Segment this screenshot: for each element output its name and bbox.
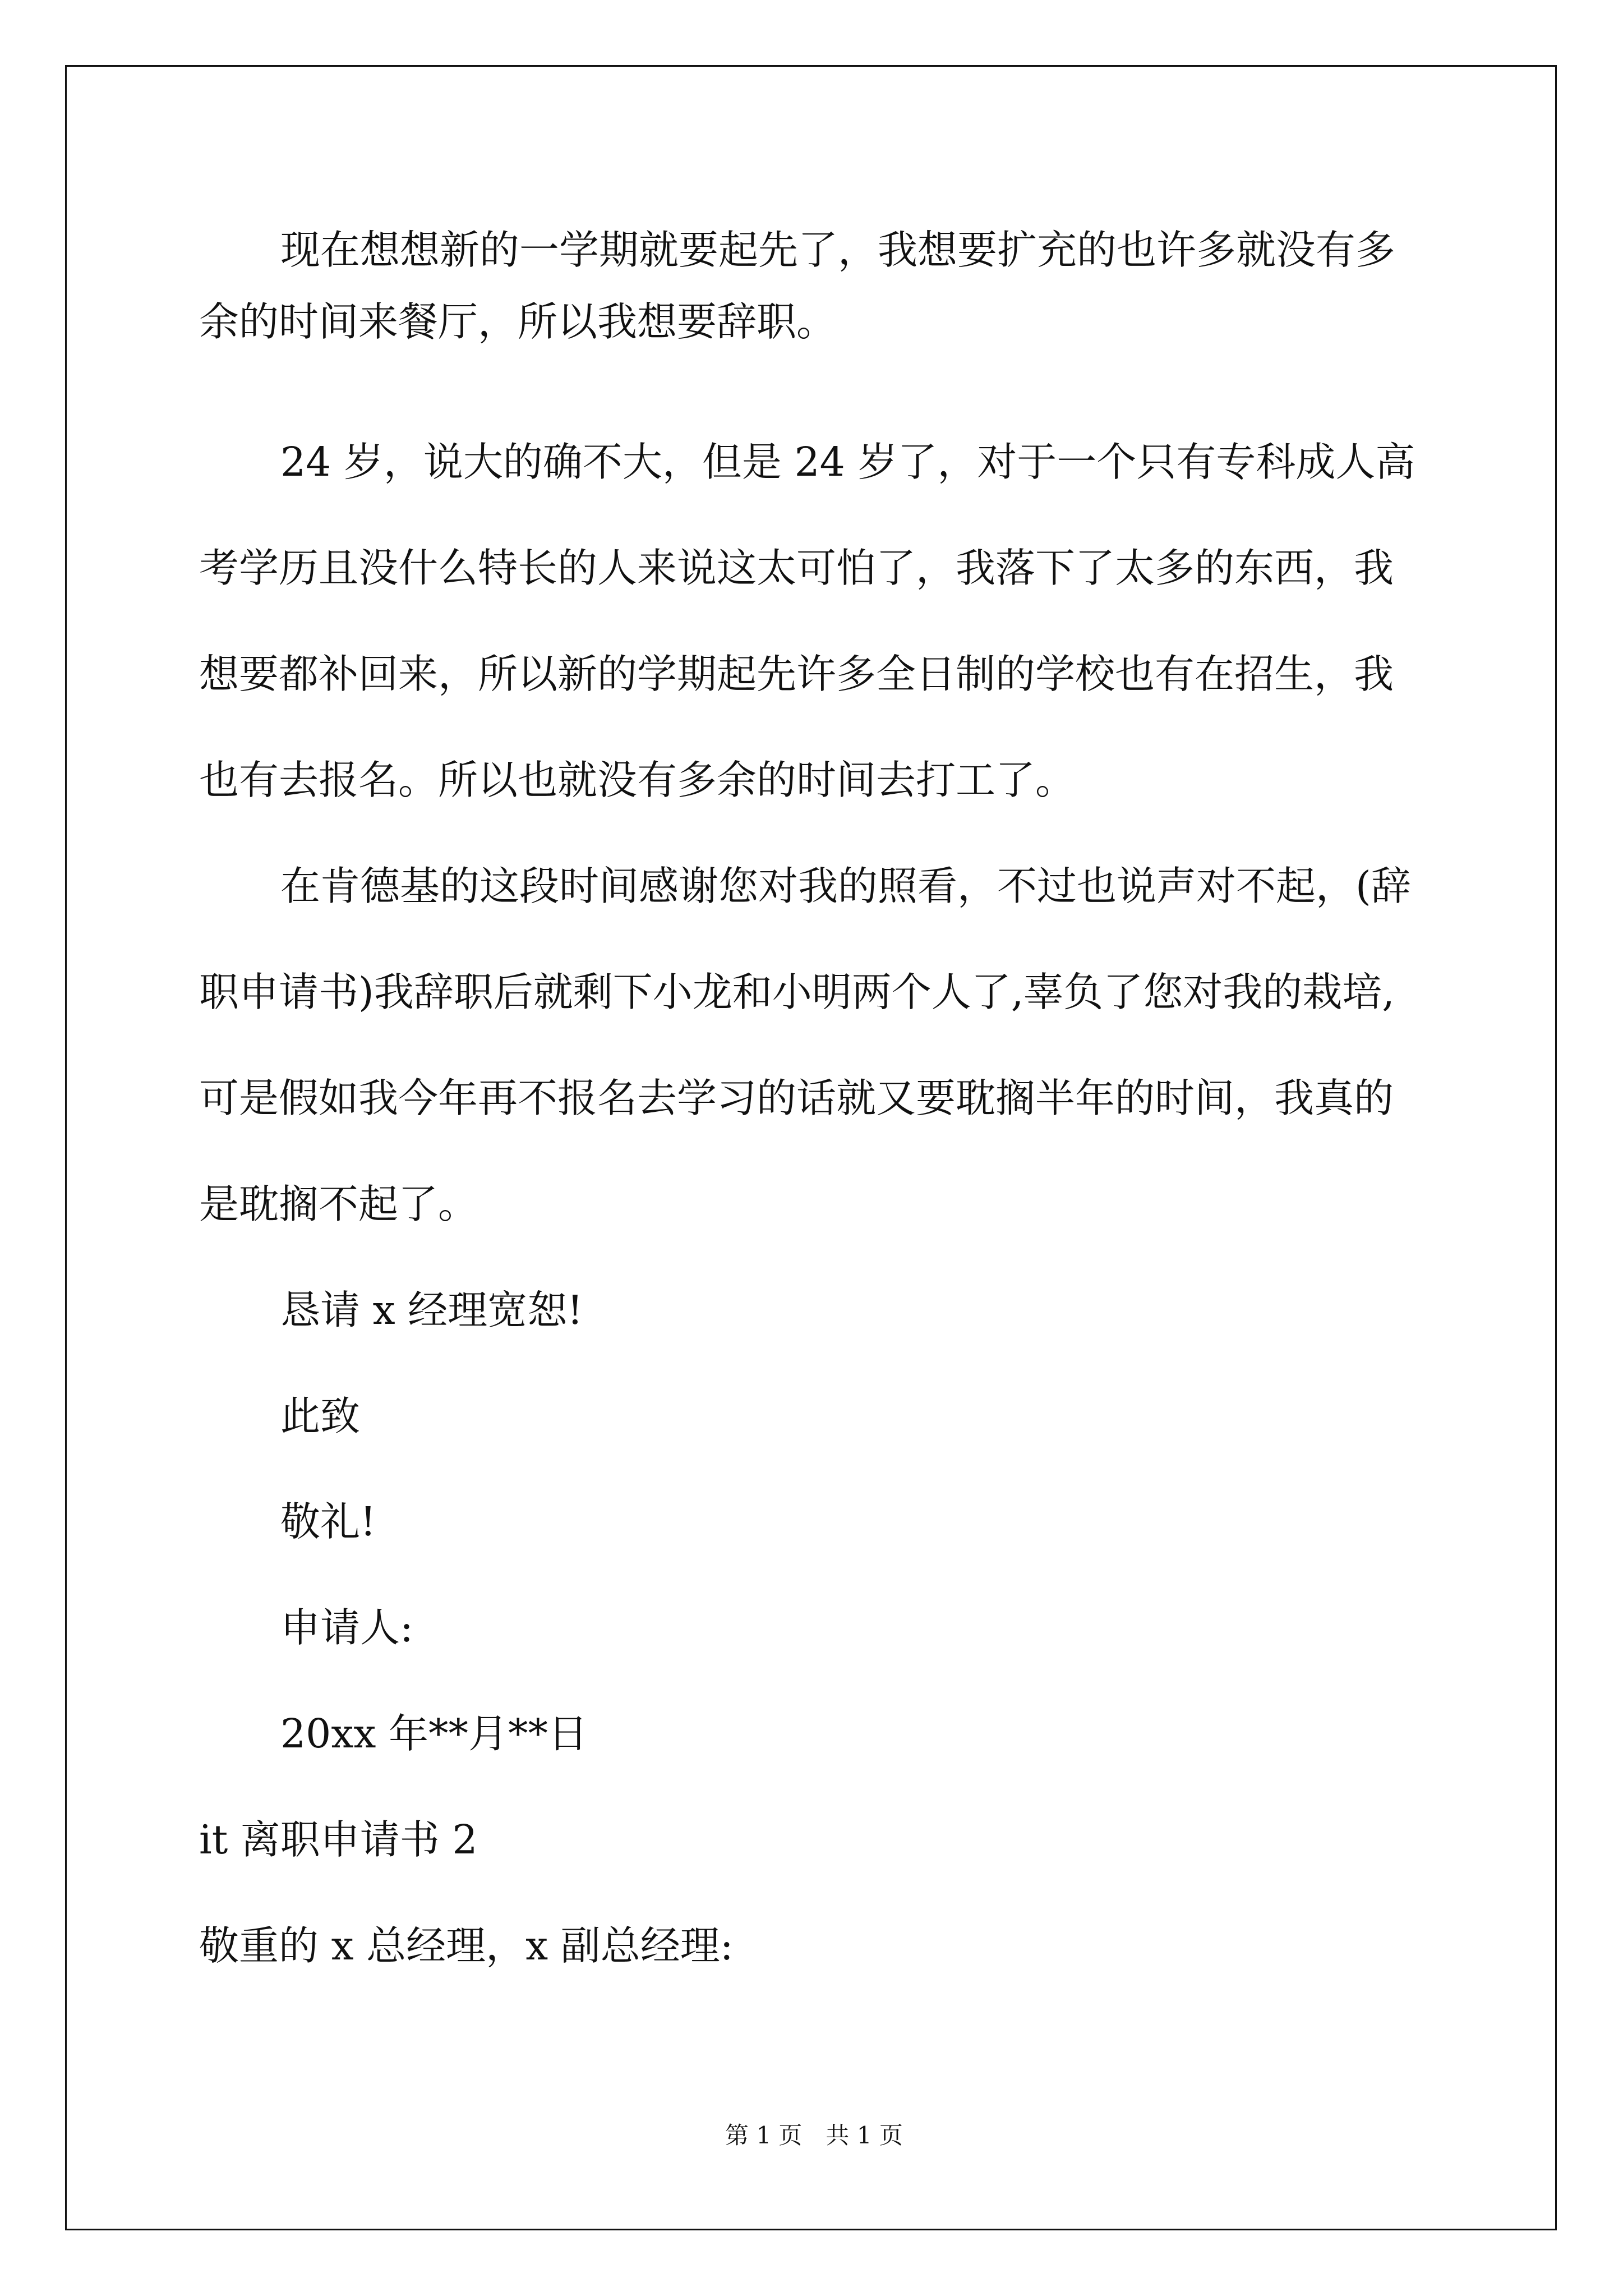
salutation-line: 敬礼! xyxy=(280,1498,376,1545)
paragraph-line: 想要都补回来，所以新的学期起先许多全日制的学校也有在招生，我 xyxy=(199,651,1394,697)
section-heading: it 离职申请书 2 xyxy=(199,1816,478,1863)
paragraph-line: 在肯德基的这段时间感谢您对我的照看，不过也说声对不起，(辞 xyxy=(280,863,1411,909)
salutation-line: 此致 xyxy=(280,1393,361,1439)
applicant-label: 申请人: xyxy=(280,1604,413,1651)
paragraph-line: 现在想想新的一学期就要起先了，我想要扩充的也许多就没有多 xyxy=(280,227,1396,273)
paragraph-line: 24 岁，说大的确不大，但是 24 岁了，对于一个只有专科成人高 xyxy=(280,439,1415,485)
paragraph-line: 可是假如我今年再不报名去学习的话就又要耽搁半年的时间，我真的 xyxy=(199,1075,1394,1121)
paragraph-line: 也有去报名。所以也就没有多余的时间去打工了。 xyxy=(199,757,1076,803)
page-border xyxy=(65,65,1557,2230)
date-line: 20xx 年**月**日 xyxy=(280,1710,588,1757)
paragraph-line: 考学历且没什么特长的人来说这太可怕了，我落下了太多的东西，我 xyxy=(199,545,1394,591)
paragraph-line: 是耽搁不起了。 xyxy=(199,1181,478,1227)
paragraph-line: 职申请书)我辞职后就剩下小龙和小明两个人了,辜负了您对我的栽培, xyxy=(199,969,1395,1015)
page-footer: 第 1 页 共 1 页 xyxy=(725,2122,903,2149)
paragraph-line: 余的时间来餐厅，所以我想要辞职。 xyxy=(199,298,837,345)
greeting-line: 敬重的 x 总经理，x 副总经理: xyxy=(199,1922,734,1969)
closing-request: 恳请 x 经理宽恕! xyxy=(280,1287,583,1333)
